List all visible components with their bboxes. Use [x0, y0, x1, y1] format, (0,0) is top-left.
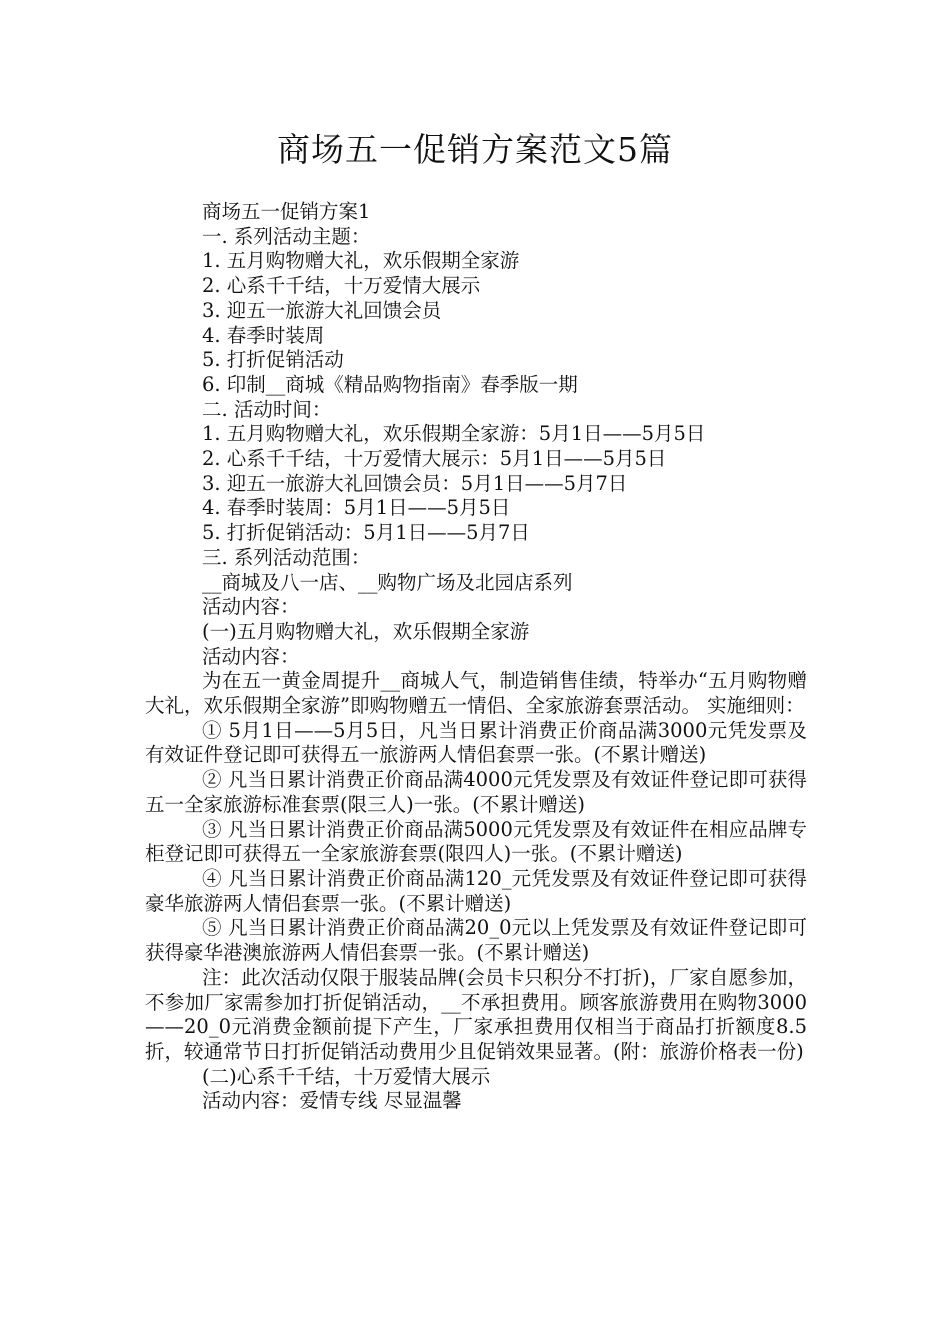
paragraph: ① 5月1日——5月5日，凡当日累计消费正价商品满3000元凭发票及有效证件登记即可获得五一旅游两人情侣套票一张。(不累计赠送) — [145, 718, 807, 767]
list-item: 4. 春季时装周：5月1日——5月5日 — [202, 496, 511, 520]
list-item: 3. 迎五一旅游大礼回馈会员 — [202, 298, 442, 322]
section-heading: 商场五一促销方案1 — [202, 200, 371, 223]
paragraph: ③ 凡当日累计消费正价商品满5000元凭发票及有效证件在相应品牌专柜登记即可获得五一全家旅游套票(限四人)一张。(不累计赠送) — [145, 817, 807, 866]
section-heading: 二. 活动时间： — [202, 397, 332, 421]
list-item: 3. 迎五一旅游大礼回馈会员：5月1日——5月7日 — [202, 471, 628, 495]
list-item: 1. 五月购物赠大礼，欢乐假期全家游 — [202, 249, 520, 273]
text-line: 活动内容： — [202, 595, 300, 619]
section-heading: 三. 系列活动范围： — [202, 545, 371, 569]
paragraph: ④ 凡当日累计消费正价商品满120_元凭发票及有效证件登记即可获得豪华旅游两人情侣套票一张。(不累计赠送) — [145, 866, 807, 915]
text-line: 活动内容：爱情专线 尽显温馨 — [202, 1089, 462, 1113]
document-body — [145, 200, 807, 1114]
paragraph: 为在五一黄金周提升__商城人气，制造销售佳绩，特举办“五月购物赠大礼，欢乐假期全家游”即购物赠五一情侣、全家旅游套票活动。 实施细则： — [145, 669, 807, 718]
list-item: 5. 打折促销活动 — [202, 348, 344, 372]
document-title: 商场五一促销方案范文5篇 — [277, 130, 673, 169]
section-heading: 一. 系列活动主题： — [202, 224, 371, 248]
list-item: 2. 心系千千结，十万爱情大展示 — [202, 274, 481, 298]
list-item: 5. 打折促销活动：5月1日——5月7日 — [202, 521, 530, 545]
text-line: 活动内容： — [202, 644, 300, 668]
list-item: 2. 心系千千结，十万爱情大展示：5月1日——5月5日 — [202, 447, 667, 471]
list-item: 4. 春季时装周 — [202, 323, 325, 347]
paragraph: 注：此次活动仅限于服装品牌(会员卡只积分不打折)，厂家自愿参加，不参加厂家需参加打折促销活动，__不承担费用。顾客旅游费用在购物3000——20_0元消费金额前提下产生，厂家承担费用仅相当于商品打折额度8.5折，较通常节日打折促销活动费用少且促销效果显著。(附：旅游价格表一份) — [145, 965, 807, 1063]
text-line: __商城及八一店、__购物广场及北园店系列 — [202, 570, 573, 594]
list-item: 6. 印制__商城《精品购物指南》春季版一期 — [202, 372, 578, 396]
subsection-heading: (二)心系千千结，十万爱情大展示 — [202, 1064, 491, 1088]
paragraph: ② 凡当日累计消费正价商品满4000元凭发票及有效证件登记即可获得五一全家旅游标准套票(限三人)一张。(不累计赠送) — [145, 768, 807, 816]
list-item: 1. 五月购物赠大礼，欢乐假期全家游：5月1日——5月5日 — [202, 422, 706, 446]
paragraph: ⑤ 凡当日累计消费正价商品满20_0元以上凭发票及有效证件登记即可获得豪华港澳旅游两人情侣套票一张。(不累计赠送) — [145, 916, 807, 965]
subsection-heading: (一)五月购物赠大礼，欢乐假期全家游 — [202, 619, 530, 643]
